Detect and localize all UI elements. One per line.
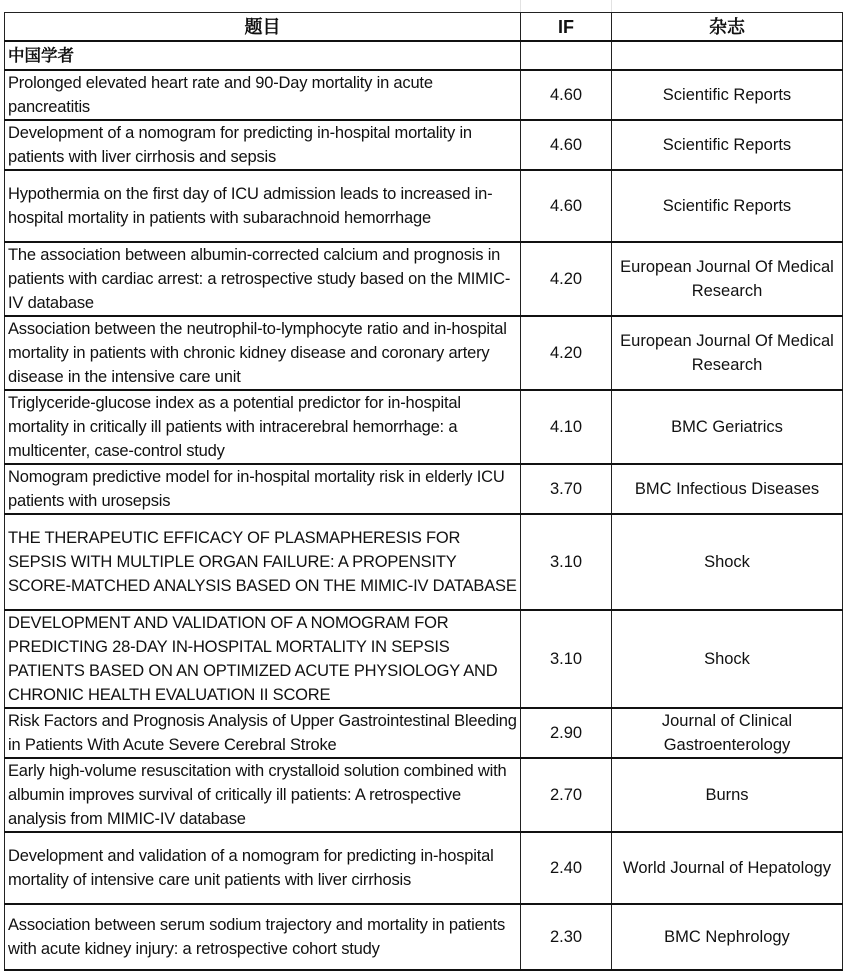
journal-cell: Journal of Clinical Gastroenterology <box>612 708 843 758</box>
table-row <box>5 832 843 904</box>
title-cell: Hypothermia on the first day of ICU admission leads to increased in-hospital mortality in patients with subarachnoid hemorrhage <box>5 170 521 242</box>
empty-cell <box>521 41 612 70</box>
journal-cell: Burns <box>612 758 843 832</box>
header-if: IF <box>521 13 612 42</box>
if-cell: 3.10 <box>521 610 612 708</box>
table-row <box>5 120 843 170</box>
title-cell: Nomogram predictive model for in-hospital mortality risk in elderly ICU patients with urosepsis <box>5 464 521 514</box>
publication-table <box>4 12 843 971</box>
table-row <box>5 242 843 316</box>
title-cell: Development of a nomogram for predicting in-hospital mortality in patients with liver cirrhosis and sepsis <box>5 120 521 170</box>
if-cell: 4.60 <box>521 170 612 242</box>
title-cell: The association between albumin-corrected calcium and prognosis in patients with cardiac arrest: a retrospective study based on the MIMIC-IV database <box>5 242 521 316</box>
journal-cell: Scientific Reports <box>612 120 843 170</box>
if-cell: 4.60 <box>521 120 612 170</box>
journal-cell: BMC Infectious Diseases <box>612 464 843 514</box>
if-cell: 2.90 <box>521 708 612 758</box>
empty-cell <box>612 41 843 70</box>
if-cell: 4.60 <box>521 70 612 120</box>
table-row <box>5 514 843 610</box>
journal-cell: BMC Geriatrics <box>612 390 843 464</box>
journal-cell: European Journal Of Medical Research <box>612 242 843 316</box>
title-cell: Early high-volume resuscitation with crystalloid solution combined with albumin improves survival of critically ill patients: A retrospective analysis from MIMIC-IV database <box>5 758 521 832</box>
table-row <box>5 708 843 758</box>
table-row <box>5 316 843 390</box>
table-row <box>5 610 843 708</box>
if-cell: 2.40 <box>521 832 612 904</box>
table-row <box>5 904 843 970</box>
table-row <box>5 464 843 514</box>
if-cell: 4.10 <box>521 390 612 464</box>
header-title: 题目 <box>5 13 521 42</box>
journal-cell: BMC Nephrology <box>612 904 843 970</box>
journal-cell: European Journal Of Medical Research <box>612 316 843 390</box>
title-cell: Prolonged elevated heart rate and 90-Day mortality in acute pancreatitis <box>5 70 521 120</box>
journal-cell: Shock <box>612 514 843 610</box>
title-cell: Risk Factors and Prognosis Analysis of Upper Gastrointestinal Bleeding in Patients With Acute Severe Cerebral Stroke <box>5 708 521 758</box>
group-label: 中国学者 <box>5 41 521 70</box>
title-cell: Triglyceride-glucose index as a potential predictor for in-hospital mortality in critically ill patients with intracerebral hemorrhage: a multicenter, case-control study <box>5 390 521 464</box>
journal-cell: Scientific Reports <box>612 70 843 120</box>
if-cell: 3.70 <box>521 464 612 514</box>
if-cell: 4.20 <box>521 242 612 316</box>
sheet-gridlines <box>0 0 846 12</box>
if-cell: 4.20 <box>521 316 612 390</box>
table-row <box>5 390 843 464</box>
if-cell: 3.10 <box>521 514 612 610</box>
if-cell: 2.70 <box>521 758 612 832</box>
title-cell: Association between the neutrophil-to-lymphocyte ratio and in-hospital mortality in patients with chronic kidney disease and coronary artery disease in the intensive care unit <box>5 316 521 390</box>
header-journal: 杂志 <box>612 13 843 42</box>
title-cell: DEVELOPMENT AND VALIDATION OF A NOMOGRAM FOR PREDICTING 28-DAY IN-HOSPITAL MORTALITY IN SEPSIS PATIENTS BASED ON AN OPTIMIZED ACUTE PHYSIOLOGY AND CHRONIC HEALTH EVALUATION II SCORE <box>5 610 521 708</box>
journal-cell: Shock <box>612 610 843 708</box>
title-cell: THE THERAPEUTIC EFFICACY OF PLASMAPHERESIS FOR SEPSIS WITH MULTIPLE ORGAN FAILURE: A PROPENSITY SCORE-MATCHED ANALYSIS BASED ON THE MIMIC-IV DATABASE <box>5 514 521 610</box>
group-row <box>5 41 843 70</box>
table-row <box>5 70 843 120</box>
journal-cell: World Journal of Hepatology <box>612 832 843 904</box>
header-row <box>5 13 843 42</box>
table-row <box>5 758 843 832</box>
table-row <box>5 170 843 242</box>
title-cell: Association between serum sodium trajectory and mortality in patients with acute kidney injury: a retrospective cohort study <box>5 904 521 970</box>
title-cell: Development and validation of a nomogram for predicting in-hospital mortality of intensive care unit patients with liver cirrhosis <box>5 832 521 904</box>
journal-cell: Scientific Reports <box>612 170 843 242</box>
if-cell: 2.30 <box>521 904 612 970</box>
